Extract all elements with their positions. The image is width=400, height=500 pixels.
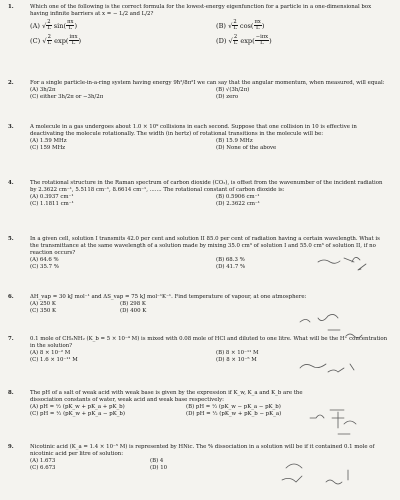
options-grid bbox=[30, 350, 392, 364]
question-number: 8. bbox=[8, 390, 14, 396]
option-d: (D) 2.3622 cm⁻¹ bbox=[216, 201, 260, 207]
option-d: (D) √ $\frac{2}{L}$ exp( $\frac{\text{−iπx}}{L}$ ) bbox=[216, 33, 272, 47]
sqrt-sign: √ bbox=[42, 36, 47, 45]
option-letter: (D) bbox=[216, 36, 227, 45]
options-grid bbox=[30, 257, 392, 271]
scribble-q6 bbox=[300, 314, 362, 337]
options-grid bbox=[30, 87, 392, 101]
option-b: (B) √(3h/2π) bbox=[216, 87, 250, 93]
option-c: (C) 35.7 % bbox=[30, 264, 59, 270]
option-a: (A) 1.59 MHz bbox=[30, 138, 67, 144]
question-8 bbox=[8, 390, 392, 418]
option-a: (A) √ $\frac{2}{L}$ sin( $\frac{\pi x}{L}$ ) bbox=[30, 19, 78, 32]
options-grid bbox=[30, 138, 392, 152]
question-number: 3. bbox=[8, 124, 14, 130]
question-2 bbox=[8, 80, 392, 101]
sqrt-sign: √ bbox=[228, 21, 233, 30]
option-d: (D) 41.7 % bbox=[216, 264, 246, 270]
option-a: (A) 1.673 bbox=[30, 458, 56, 464]
option-d: (D) pH = ½ (pK_w + pK_b − pK_a) bbox=[186, 411, 282, 417]
option-letter: (B) bbox=[216, 21, 226, 30]
option-d: (D) None of the above bbox=[216, 145, 277, 151]
option-a: (A) 8 × 10⁻² M bbox=[30, 350, 71, 356]
option-c: (C) 6.673 bbox=[30, 465, 56, 471]
option-c: (C) √ $\frac{2}{L}$ exp( $\frac{\text{iπx}}{L}$ ) bbox=[30, 33, 82, 47]
option-c: (C) either 3h/2π or −3h/2π bbox=[30, 94, 104, 100]
option-d: (D) 400 K bbox=[120, 308, 147, 314]
options-grid bbox=[30, 20, 392, 47]
argument-fraction: $\frac{\pi x}{L}$ bbox=[254, 19, 261, 32]
sqrt-sign: √ bbox=[42, 21, 47, 30]
function-name: cos bbox=[239, 21, 251, 30]
option-a: (A) 0.3937 cm⁻¹ bbox=[30, 194, 74, 200]
question-7 bbox=[8, 336, 392, 364]
option-c: (C) 350 K bbox=[30, 308, 57, 314]
question-number: 2. bbox=[8, 80, 14, 86]
option-a: (A) 250 K bbox=[30, 301, 56, 307]
question-text: For a single particle-in-a-ring system having energy 9ħ²/8π²I we can say that the angular momentum, when measured, will equal: bbox=[30, 80, 385, 86]
option-c: (C) 159 MHz bbox=[30, 145, 66, 151]
fraction: $\frac{2}{L}$ bbox=[47, 33, 51, 47]
question-text: In a given cell, solution I transmits 42.0 per cent and solution II 85.0 per cent of radiation having a certain wavelength. What is the transmittance at the same wavelength of a solution made by mixing 35.0 cm³ of solution I and 55.0 cm³ of solution II, if no reaction occurs? bbox=[30, 236, 380, 256]
option-a: (A) 3h/2π bbox=[30, 87, 56, 93]
question-text: The pH of a salt of weak acid with weak base is given by the expression if K_w, K_a and K_b are the dissociation constants of water, weak acid and weak base respectively: bbox=[30, 390, 303, 403]
argument-fraction: $\frac{\pi x}{L}$ bbox=[67, 19, 74, 32]
option-c: (C) 1.1811 cm⁻¹ bbox=[30, 201, 74, 207]
option-letter: (C) bbox=[30, 36, 41, 45]
option-c: (C) pH = ½ (pK_w + pK_a − pK_b) bbox=[30, 411, 125, 417]
fraction: $\frac{2}{L}$ bbox=[47, 19, 51, 32]
question-number: 5. bbox=[8, 236, 14, 242]
fraction: $\frac{2}{L}$ bbox=[233, 19, 237, 32]
function-name: exp bbox=[240, 36, 253, 45]
option-b: (B) 8 × 10⁻¹¹ M bbox=[216, 350, 259, 356]
option-b: (B) 298 K bbox=[120, 301, 146, 307]
option-a: (A) 64.6 % bbox=[30, 257, 59, 263]
option-b: (B) 4 bbox=[150, 458, 164, 464]
options-grid bbox=[30, 194, 392, 208]
question-3 bbox=[8, 124, 392, 152]
option-b: (B) pH = ½ (pK_w − pK_a − pK_b) bbox=[186, 404, 281, 410]
fraction: $\frac{2}{L}$ bbox=[233, 33, 238, 47]
question-number: 4. bbox=[8, 180, 14, 186]
question-number: 1. bbox=[8, 4, 14, 10]
question-4 bbox=[8, 180, 392, 208]
argument-fraction: $\frac{\text{−iπx}}{L}$ bbox=[255, 33, 269, 47]
argument-fraction: $\frac{\text{iπx}}{L}$ bbox=[69, 33, 78, 47]
option-letter: (A) bbox=[30, 21, 40, 30]
option-b: (B) 68.3 % bbox=[216, 257, 245, 263]
option-d: (D) 8 × 10⁻⁵ M bbox=[216, 357, 257, 363]
question-text: A molecule in a gas undergoes about 1.0 × 10⁹ collisions in each second. Suppose that one collision in 10 is effective in deactivating the molecule rotationally. The width (in hertz) of rotational transitions in the molecule will be: bbox=[30, 124, 357, 137]
question-1 bbox=[8, 4, 392, 47]
function-name: sin bbox=[53, 21, 64, 30]
question-text: Nicotinic acid (K_a = 1.4 × 10⁻⁵ M) is represented by HNic. The % dissociation in a solution will be if it contained 0.1 mole of nicotinic acid per litre of solution: bbox=[30, 444, 375, 457]
question-number: 9. bbox=[8, 444, 14, 450]
function-name: exp bbox=[54, 36, 66, 45]
options-grid bbox=[30, 458, 392, 472]
question-5 bbox=[8, 236, 392, 271]
options-grid bbox=[30, 301, 392, 315]
option-b: (B) √ $\frac{2}{L}$ cos( $\frac{\pi x}{L}$ ) bbox=[216, 19, 265, 32]
options-grid bbox=[30, 404, 332, 418]
question-9 bbox=[8, 444, 392, 472]
question-text: The rotational structure in the Raman spectrum of carbon dioxide (CO₂), is offset from the wavenumber of the incident radiation by 2.3622 cm⁻¹, 5.5118 cm⁻¹, 8.6614 cm⁻¹, ....... The rotational constant of carbon dioxide is: bbox=[30, 180, 383, 193]
sqrt-sign: √ bbox=[228, 36, 233, 45]
option-d: (D) zero bbox=[216, 94, 239, 100]
question-text: ΔH_vap = 30 kJ mol⁻¹ and ΔS_vap = 75 kJ mol⁻¹K⁻¹. Find temperature of vapour, at one atmosphere: bbox=[30, 294, 307, 300]
scribble-q7 bbox=[300, 364, 354, 372]
question-6 bbox=[8, 294, 392, 315]
option-c: (C) 1.6 × 10⁻¹¹ M bbox=[30, 357, 78, 363]
question-number: 6. bbox=[8, 294, 14, 300]
option-b: (B) 15.9 MHz bbox=[216, 138, 253, 144]
question-text: 0.1 mole of CH₃NH₂ (K_b = 5 × 10⁻⁴ M) is mixed with 0.08 mole of HCl and diluted to one litre. What will be the H⁺ concentration in the solution? bbox=[30, 336, 388, 349]
option-b: (B) 0.5906 cm⁻¹ bbox=[216, 194, 260, 200]
question-text: Which one of the following is the correct formula for the lowest-energy eigenfunction for a particle in a one-dimensional box having infinite barriers at x = − L/2 and L/2? bbox=[30, 4, 372, 17]
question-number: 7. bbox=[8, 336, 14, 342]
option-a: (A) pH = ½ (pK_w + pK_a + pK_b) bbox=[30, 404, 125, 410]
option-d: (D) 10 bbox=[150, 465, 168, 471]
